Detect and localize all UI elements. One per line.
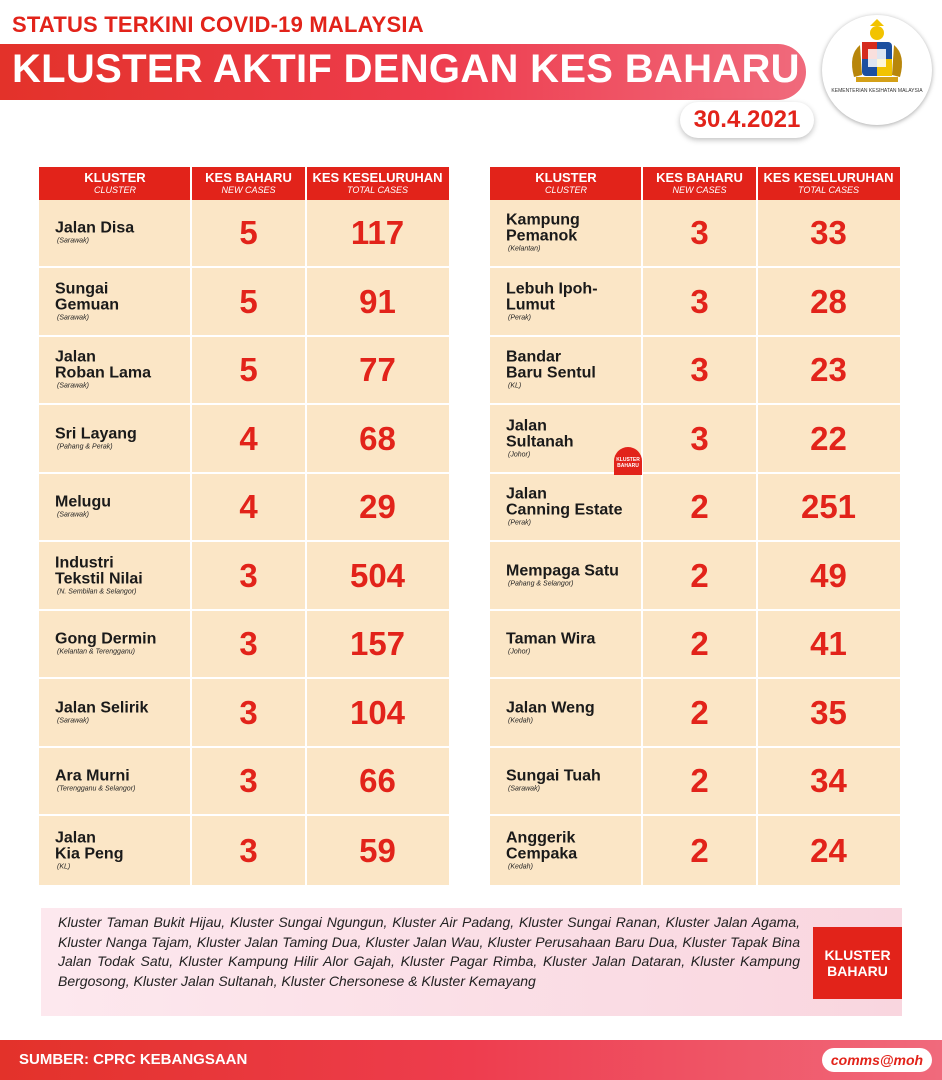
new-clusters-panel bbox=[41, 908, 902, 1016]
cluster-location: (Sarawak) bbox=[57, 717, 89, 724]
total-cases-value: 251 bbox=[800, 488, 857, 525]
cluster-location: (Terengganu & Selangor) bbox=[57, 785, 136, 793]
new-cases-value: 2 bbox=[690, 625, 709, 662]
cluster-location: (Pahang & Selangor) bbox=[508, 580, 574, 587]
header-total-cases: KES KESELURUHAN TOTAL CASES bbox=[763, 170, 894, 195]
table-row bbox=[490, 543, 900, 611]
cluster-name: Jalan Disa (Sarawak) bbox=[55, 221, 195, 246]
total-cases-value: 24 bbox=[810, 831, 847, 869]
cluster-location: (Sarawak) bbox=[57, 314, 89, 321]
cluster-location: (Kelantan & Terengganu) bbox=[57, 648, 135, 656]
cluster-name: Kampung Pemanok (Kelantan) bbox=[506, 213, 646, 254]
date-badge: 30.4.2021 bbox=[680, 102, 814, 138]
title-banner bbox=[0, 44, 806, 100]
cluster-name: Bandar Baru Sentul (KL) bbox=[506, 350, 646, 391]
cluster-name: Mempaga Satu (Pahang & Selangor) bbox=[506, 563, 646, 588]
cluster-name: Lebuh Ipoh- Lumut (Perak) bbox=[506, 281, 646, 322]
total-cases-value: 68 bbox=[359, 419, 396, 457]
cluster-table-left bbox=[39, 167, 449, 885]
total-cases-value: 33 bbox=[810, 214, 847, 251]
total-cases-value: 117 bbox=[350, 214, 405, 251]
new-cases-value: 3 bbox=[690, 419, 709, 457]
source-text: SUMBER: CPRC KEBANGSAAN bbox=[19, 1051, 248, 1068]
table-row bbox=[39, 748, 449, 816]
new-cases-value: 3 bbox=[239, 556, 258, 594]
cluster-location: (Kelantan) bbox=[508, 245, 541, 253]
new-cases-value: 3 bbox=[690, 282, 709, 320]
header-cluster: KLUSTER CLUSTER bbox=[535, 170, 597, 195]
new-cases-value: 2 bbox=[690, 693, 709, 731]
new-cases-value: 5 bbox=[239, 282, 258, 320]
cluster-location: (Perak) bbox=[508, 314, 531, 321]
total-cases-value: 104 bbox=[349, 693, 406, 731]
header-total-cases: KES KESELURUHAN TOTAL CASES bbox=[312, 170, 443, 195]
cluster-location: (Kedah) bbox=[508, 717, 533, 724]
new-cases-value: 2 bbox=[690, 762, 709, 799]
header-new-cases: KES BAHARU NEW CASES bbox=[205, 170, 292, 195]
total-cases-value: 77 bbox=[359, 351, 396, 388]
table-row bbox=[490, 474, 900, 542]
table-row bbox=[39, 406, 449, 474]
cluster-location: (KL) bbox=[508, 382, 522, 390]
total-cases-value: 29 bbox=[359, 488, 396, 525]
cluster-name: Sri Layang (Pahang & Perak) bbox=[55, 426, 195, 451]
cluster-name: Jalan Weng (Kedah) bbox=[506, 700, 646, 725]
new-cases-value: 3 bbox=[239, 625, 258, 662]
table-row bbox=[39, 200, 449, 268]
table-row bbox=[490, 611, 900, 679]
table-row bbox=[490, 200, 900, 268]
cluster-location: (KL) bbox=[57, 863, 71, 870]
total-cases-value: 22 bbox=[810, 419, 847, 457]
cluster-name: Anggerik Cempaka (Kedah) bbox=[506, 830, 646, 871]
table-row bbox=[490, 817, 900, 885]
cluster-location: (N. Sembilan & Selangor) bbox=[57, 588, 137, 595]
total-cases-value: 504 bbox=[349, 556, 406, 594]
comms-handle: comms@moh bbox=[822, 1048, 932, 1072]
cluster-name: Jalan Roban Lama (Sarawak) bbox=[55, 350, 195, 391]
cluster-location: (Sarawak) bbox=[508, 785, 540, 793]
cluster-name: Industri Tekstil Nilai (N. Sembilan & Selangor) bbox=[55, 555, 195, 596]
cluster-name: Ara Murni (Terengganu & Selangor) bbox=[55, 769, 195, 794]
total-cases-value: 59 bbox=[359, 831, 396, 869]
new-cases-value: 4 bbox=[239, 488, 258, 525]
table-header bbox=[39, 167, 449, 200]
new-cases-value: 2 bbox=[690, 556, 709, 594]
footer-bar bbox=[0, 1040, 942, 1080]
cluster-location: (Sarawak) bbox=[57, 511, 89, 519]
cluster-location: (Sarawak) bbox=[57, 237, 89, 245]
table-row bbox=[39, 543, 449, 611]
total-cases-value: 157 bbox=[349, 625, 406, 662]
new-cases-value: 2 bbox=[690, 488, 709, 525]
table-row bbox=[39, 611, 449, 679]
new-cases-value: 5 bbox=[239, 351, 258, 388]
cluster-location: (Kedah) bbox=[508, 863, 533, 870]
new-cluster-badge: KLUSTER BAHARU bbox=[614, 447, 642, 475]
total-cases-value: 41 bbox=[810, 625, 847, 662]
cluster-name: Taman Wira (Johor) bbox=[506, 632, 646, 657]
total-cases-value: 28 bbox=[810, 282, 847, 320]
table-row bbox=[490, 337, 900, 405]
cluster-table-right bbox=[490, 167, 900, 885]
table-row bbox=[490, 748, 900, 816]
cluster-name: Gong Dermin (Kelantan & Terengganu) bbox=[55, 632, 195, 657]
new-clusters-list: Kluster Taman Bukit Hijau, Kluster Sungai Ngungun, Kluster Air Padang, Kluster Sungai Ranan, Kluster Jalan Agama, Kluster Nanga Tajam, Kluster Jalan Taming Dua, Kluster Jalan Wau, Kluster Perusahaan Baru Dua, Kluster Tapak Bina Jalan Todak Satu, Kluster Kampung Hilir Alor Gajah, Kluster Pagar Rimba, Kluster Jalan Dataran, Kluster Kampung Bergosong, Kluster Jalan Sultanah, Kluster Chersonese & Kluster Kemayang bbox=[58, 914, 800, 989]
new-cases-value: 3 bbox=[239, 693, 258, 731]
cluster-location: (Sarawak) bbox=[57, 382, 89, 390]
new-cases-value: 4 bbox=[239, 419, 258, 457]
table-row bbox=[39, 680, 449, 748]
cluster-location: (Johor) bbox=[508, 451, 531, 458]
total-cases-value: 49 bbox=[810, 556, 847, 594]
new-cases-value: 3 bbox=[239, 762, 258, 799]
table-row bbox=[39, 269, 449, 337]
table-row bbox=[39, 474, 449, 542]
cluster-location: (Johor) bbox=[508, 648, 531, 656]
total-cases-value: 35 bbox=[810, 693, 847, 731]
cluster-name: Melugu (Sarawak) bbox=[55, 495, 195, 520]
total-cases-value: 34 bbox=[810, 762, 847, 799]
cluster-name: Jalan Selirik (Sarawak) bbox=[55, 700, 195, 725]
table-header bbox=[490, 167, 900, 200]
cluster-location: (Perak) bbox=[508, 519, 531, 527]
cluster-location: (Pahang & Perak) bbox=[57, 443, 113, 450]
header-new-cases: KES BAHARU NEW CASES bbox=[656, 170, 743, 195]
total-cases-value: 23 bbox=[810, 351, 847, 388]
new-cluster-label: KLUSTER BAHARU bbox=[813, 927, 902, 999]
table-row bbox=[490, 406, 900, 474]
cluster-name: Jalan Sultanah (Johor) bbox=[506, 418, 646, 459]
table-row bbox=[39, 337, 449, 405]
total-cases-value: 66 bbox=[359, 762, 396, 799]
kicker-title: STATUS TERKINI COVID-19 MALAYSIA bbox=[12, 12, 424, 37]
table-row bbox=[490, 680, 900, 748]
new-cases-value: 5 bbox=[239, 214, 258, 251]
new-cases-value: 3 bbox=[690, 214, 709, 251]
new-cases-value: 2 bbox=[690, 831, 709, 869]
ministry-logo bbox=[822, 15, 932, 125]
new-cases-value: 3 bbox=[239, 831, 258, 869]
table-row bbox=[490, 269, 900, 337]
cluster-name: Sungai Tuah (Sarawak) bbox=[506, 769, 646, 794]
cluster-name: Sungai Gemuan (Sarawak) bbox=[55, 281, 195, 322]
coat-of-arms-icon bbox=[822, 15, 932, 95]
logo-caption: KEMENTERIAN KESIHATAN MALAYSIA bbox=[831, 88, 923, 94]
table-row bbox=[39, 817, 449, 885]
new-cases-value: 3 bbox=[690, 351, 709, 388]
header-cluster: KLUSTER CLUSTER bbox=[84, 170, 146, 195]
total-cases-value: 91 bbox=[359, 282, 396, 320]
cluster-name: Jalan Kia Peng (KL) bbox=[55, 830, 195, 871]
cluster-name: Jalan Canning Estate (Perak) bbox=[506, 487, 646, 528]
main-title: KLUSTER AKTIF DENGAN KES BAHARU bbox=[12, 47, 800, 91]
